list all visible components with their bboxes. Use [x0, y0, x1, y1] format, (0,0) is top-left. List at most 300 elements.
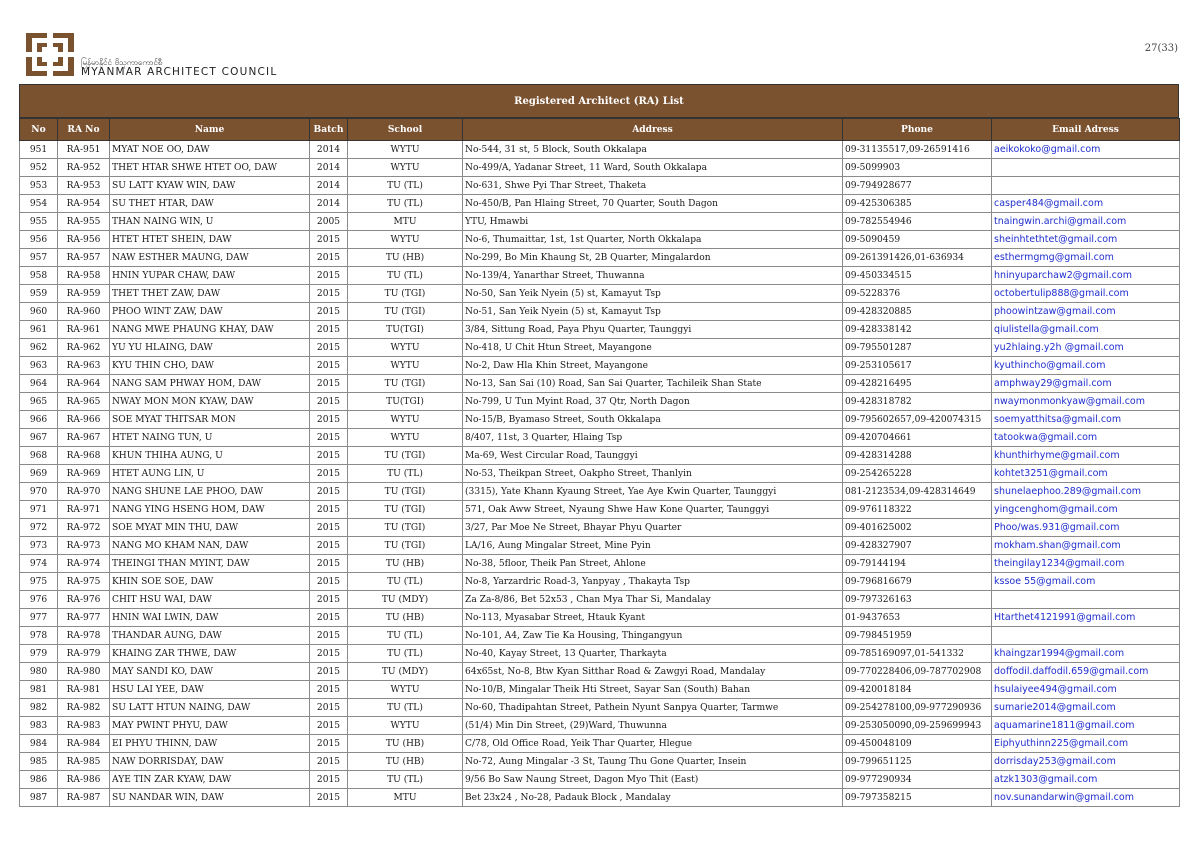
cell-no: 953 — [20, 177, 58, 195]
cell-batch: 2015 — [310, 735, 348, 753]
col-header-name: Name — [110, 119, 310, 141]
table-row — [20, 195, 1180, 213]
cell-name: HNIN YUPAR CHAW, DAW — [110, 267, 310, 285]
cell-batch: 2015 — [310, 519, 348, 537]
cell-email[interactable]: casper484@gmail.com — [992, 195, 1180, 213]
cell-phone: 09-261391426,01-636934 — [843, 249, 992, 267]
cell-no: 979 — [20, 645, 58, 663]
col-header-phone: Phone — [843, 119, 992, 141]
cell-phone: 09-428318782 — [843, 393, 992, 411]
cell-email[interactable]: nov.sunandarwin@gmail.com — [992, 789, 1180, 807]
cell-ra-no: RA-953 — [58, 177, 110, 195]
cell-address: No-10/B, Mingalar Theik Hti Street, Sayar San (South) Bahan — [463, 681, 843, 699]
cell-school: WYTU — [348, 339, 463, 357]
cell-email[interactable] — [992, 591, 1180, 609]
cell-batch: 2005 — [310, 213, 348, 231]
cell-no: 961 — [20, 321, 58, 339]
cell-batch: 2014 — [310, 141, 348, 159]
cell-school: WYTU — [348, 357, 463, 375]
cell-name: CHIT HSU WAI, DAW — [110, 591, 310, 609]
cell-email[interactable] — [992, 177, 1180, 195]
cell-email[interactable]: hninyuparchaw2@gmail.com — [992, 267, 1180, 285]
cell-no: 982 — [20, 699, 58, 717]
cell-batch: 2015 — [310, 537, 348, 555]
page-number: 27(33) — [1144, 43, 1178, 54]
cell-phone: 09-420704661 — [843, 429, 992, 447]
cell-no: 969 — [20, 465, 58, 483]
cell-name: KHIN SOE SOE, DAW — [110, 573, 310, 591]
cell-batch: 2015 — [310, 285, 348, 303]
col-header-ra-no: RA No — [58, 119, 110, 141]
cell-phone: 09-977290934 — [843, 771, 992, 789]
cell-phone: 09-796816679 — [843, 573, 992, 591]
table-row — [20, 465, 1180, 483]
cell-ra-no: RA-957 — [58, 249, 110, 267]
cell-address: No-38, 5floor, Theik Pan Street, Ahlone — [463, 555, 843, 573]
cell-email[interactable]: esthermgmg@gmail.com — [992, 249, 1180, 267]
cell-no: 974 — [20, 555, 58, 573]
cell-phone: 09-770228406,09-787702908 — [843, 663, 992, 681]
cell-name: KHAING ZAR THWE, DAW — [110, 645, 310, 663]
cell-batch: 2015 — [310, 411, 348, 429]
col-header-email: Email Adress — [992, 119, 1180, 141]
cell-name: NANG MO KHAM NAN, DAW — [110, 537, 310, 555]
council-logo-icon — [25, 32, 75, 77]
cell-email[interactable]: kohtet3251@gmail.com — [992, 465, 1180, 483]
cell-no: 965 — [20, 393, 58, 411]
cell-address: Ma-69, West Circular Road, Taunggyi — [463, 447, 843, 465]
table-row — [20, 393, 1180, 411]
cell-no: 986 — [20, 771, 58, 789]
cell-ra-no: RA-966 — [58, 411, 110, 429]
cell-phone: 01-9437653 — [843, 609, 992, 627]
cell-email[interactable]: tatookwa@gmail.com — [992, 429, 1180, 447]
cell-phone: 09-79144194 — [843, 555, 992, 573]
cell-school: TU (HB) — [348, 753, 463, 771]
cell-school: MTU — [348, 789, 463, 807]
col-header-school: School — [348, 119, 463, 141]
cell-no: 984 — [20, 735, 58, 753]
cell-school: WYTU — [348, 231, 463, 249]
cell-name: HNIN WAI LWIN, DAW — [110, 609, 310, 627]
cell-no: 978 — [20, 627, 58, 645]
cell-email[interactable]: sheinhtethtet@gmail.com — [992, 231, 1180, 249]
cell-no: 960 — [20, 303, 58, 321]
table-row — [20, 735, 1180, 753]
cell-email[interactable]: octobertulip888@gmail.com — [992, 285, 1180, 303]
table-row — [20, 411, 1180, 429]
cell-batch: 2015 — [310, 267, 348, 285]
cell-ra-no: RA-955 — [58, 213, 110, 231]
cell-name: AYE TIN ZAR KYAW, DAW — [110, 771, 310, 789]
cell-batch: 2015 — [310, 609, 348, 627]
cell-address: No-53, Theikpan Street, Oakpho Street, Thanlyin — [463, 465, 843, 483]
cell-ra-no: RA-987 — [58, 789, 110, 807]
cell-no: 964 — [20, 375, 58, 393]
cell-school: TU (HB) — [348, 735, 463, 753]
cell-email[interactable]: shunelaephoo.289@gmail.com — [992, 483, 1180, 501]
cell-phone: 09-795602657,09-420074315 — [843, 411, 992, 429]
cell-ra-no: RA-985 — [58, 753, 110, 771]
col-header-no: No — [20, 119, 58, 141]
cell-address: No-544, 31 st, 5 Block, South Okkalapa — [463, 141, 843, 159]
table-row — [20, 771, 1180, 789]
table-title: Registered Architect (RA) List — [19, 84, 1179, 118]
cell-school: TU (TGI) — [348, 501, 463, 519]
cell-address: No-60, Thadipahtan Street, Pathein Nyunt Sanpya Quarter, Tarmwe — [463, 699, 843, 717]
cell-batch: 2015 — [310, 339, 348, 357]
cell-email[interactable]: hsulaiyee494@gmail.com — [992, 681, 1180, 699]
cell-school: WYTU — [348, 681, 463, 699]
cell-phone: 09-797358215 — [843, 789, 992, 807]
table-row — [20, 177, 1180, 195]
cell-batch: 2015 — [310, 483, 348, 501]
cell-school: TU (TGI) — [348, 285, 463, 303]
cell-name: KYU THIN CHO, DAW — [110, 357, 310, 375]
table-header-row — [20, 119, 1180, 141]
cell-school: TU (TGI) — [348, 519, 463, 537]
table-row — [20, 339, 1180, 357]
cell-phone: 09-420018184 — [843, 681, 992, 699]
cell-email[interactable]: aquamarine1811@gmail.com — [992, 717, 1180, 735]
cell-ra-no: RA-970 — [58, 483, 110, 501]
cell-address: No-15/B, Byamaso Street, South Okkalapa — [463, 411, 843, 429]
cell-no: 971 — [20, 501, 58, 519]
cell-batch: 2014 — [310, 159, 348, 177]
cell-school: TU (TL) — [348, 465, 463, 483]
cell-batch: 2015 — [310, 681, 348, 699]
cell-school: TU(TGI) — [348, 321, 463, 339]
cell-name: SU THET HTAR, DAW — [110, 195, 310, 213]
cell-no: 968 — [20, 447, 58, 465]
cell-email[interactable]: kyuthincho@gmail.com — [992, 357, 1180, 375]
cell-ra-no: RA-974 — [58, 555, 110, 573]
cell-email[interactable]: amphway29@gmail.com — [992, 375, 1180, 393]
cell-no: 981 — [20, 681, 58, 699]
cell-ra-no: RA-967 — [58, 429, 110, 447]
cell-no: 976 — [20, 591, 58, 609]
cell-ra-no: RA-976 — [58, 591, 110, 609]
cell-name: SOE MYAT THITSAR MON — [110, 411, 310, 429]
cell-email[interactable]: Phoo/was.931@gmail.com — [992, 519, 1180, 537]
org-name-english: MYANMAR ARCHITECT COUNCIL — [81, 66, 278, 78]
table-row — [20, 555, 1180, 573]
cell-ra-no: RA-964 — [58, 375, 110, 393]
cell-email[interactable] — [992, 627, 1180, 645]
cell-no: 952 — [20, 159, 58, 177]
cell-batch: 2014 — [310, 195, 348, 213]
cell-school: WYTU — [348, 411, 463, 429]
cell-email[interactable]: sumarie2014@gmail.com — [992, 699, 1180, 717]
cell-batch: 2015 — [310, 501, 348, 519]
cell-ra-no: RA-968 — [58, 447, 110, 465]
cell-batch: 2015 — [310, 249, 348, 267]
cell-batch: 2015 — [310, 699, 348, 717]
cell-email[interactable]: nwaymonmonkyaw@gmail.com — [992, 393, 1180, 411]
cell-phone: 09-425306385 — [843, 195, 992, 213]
cell-phone: 09-254265228 — [843, 465, 992, 483]
cell-school: TU (TGI) — [348, 375, 463, 393]
cell-name: SU LATT HTUN NAING, DAW — [110, 699, 310, 717]
cell-batch: 2015 — [310, 321, 348, 339]
cell-school: TU (TGI) — [348, 483, 463, 501]
cell-ra-no: RA-986 — [58, 771, 110, 789]
cell-name: SU NANDAR WIN, DAW — [110, 789, 310, 807]
cell-no: 959 — [20, 285, 58, 303]
cell-school: TU (TL) — [348, 177, 463, 195]
cell-ra-no: RA-971 — [58, 501, 110, 519]
cell-ra-no: RA-951 — [58, 141, 110, 159]
cell-ra-no: RA-963 — [58, 357, 110, 375]
cell-name: SOE MYAT MIN THU, DAW — [110, 519, 310, 537]
cell-ra-no: RA-980 — [58, 663, 110, 681]
cell-email[interactable]: soemyatthitsa@gmail.com — [992, 411, 1180, 429]
ra-table — [19, 118, 1180, 807]
cell-ra-no: RA-983 — [58, 717, 110, 735]
cell-batch: 2015 — [310, 771, 348, 789]
cell-address: No-13, San Sai (10) Road, San Sai Quarter, Tachileik Shan State — [463, 375, 843, 393]
cell-ra-no: RA-984 — [58, 735, 110, 753]
cell-email[interactable]: tnaingwin.archi@gmail.com — [992, 213, 1180, 231]
cell-name: HSU LAI YEE, DAW — [110, 681, 310, 699]
cell-ra-no: RA-961 — [58, 321, 110, 339]
table-row — [20, 573, 1180, 591]
cell-school: TU (TGI) — [348, 537, 463, 555]
cell-batch: 2015 — [310, 303, 348, 321]
cell-school: TU (TGI) — [348, 447, 463, 465]
cell-ra-no: RA-956 — [58, 231, 110, 249]
cell-address: 3/27, Par Moe Ne Street, Bhayar Phyu Quarter — [463, 519, 843, 537]
cell-name: THEINGI THAN MYINT, DAW — [110, 555, 310, 573]
cell-no: 966 — [20, 411, 58, 429]
cell-address: No-299, Bo Min Khaung St, 2B Quarter, Mingalardon — [463, 249, 843, 267]
cell-batch: 2015 — [310, 447, 348, 465]
cell-email[interactable]: dorrisday253@gmail.com — [992, 753, 1180, 771]
cell-school: WYTU — [348, 141, 463, 159]
cell-phone: 09-794928677 — [843, 177, 992, 195]
cell-phone: 09-976118322 — [843, 501, 992, 519]
cell-name: THET HTAR SHWE HTET OO, DAW — [110, 159, 310, 177]
cell-school: TU (TL) — [348, 699, 463, 717]
cell-email[interactable]: theingilay1234@gmail.com — [992, 555, 1180, 573]
cell-school: TU (MDY) — [348, 663, 463, 681]
cell-email[interactable]: qiulistella@gmail.com — [992, 321, 1180, 339]
cell-batch: 2015 — [310, 393, 348, 411]
table-row — [20, 249, 1180, 267]
cell-phone: 09-797326163 — [843, 591, 992, 609]
table-row — [20, 681, 1180, 699]
cell-name: NWAY MON MON KYAW, DAW — [110, 393, 310, 411]
cell-address: 571, Oak Aww Street, Nyaung Shwe Haw Kone Quarter, Taunggyi — [463, 501, 843, 519]
cell-address: No-8, Yarzardric Road-3, Yanpyay , Thakayta Tsp — [463, 573, 843, 591]
cell-batch: 2015 — [310, 429, 348, 447]
cell-ra-no: RA-965 — [58, 393, 110, 411]
cell-batch: 2015 — [310, 555, 348, 573]
cell-ra-no: RA-960 — [58, 303, 110, 321]
cell-phone: 081-2123534,09-428314649 — [843, 483, 992, 501]
ra-list-sheet — [19, 84, 1179, 807]
cell-phone: 09-401625002 — [843, 519, 992, 537]
cell-address: No-418, U Chit Htun Street, Mayangone — [463, 339, 843, 357]
table-row — [20, 267, 1180, 285]
cell-phone: 09-253105617 — [843, 357, 992, 375]
cell-name: NANG MWE PHAUNG KHAY, DAW — [110, 321, 310, 339]
cell-address: 8/407, 11st, 3 Quarter, Hlaing Tsp — [463, 429, 843, 447]
cell-batch: 2015 — [310, 627, 348, 645]
cell-name: YU YU HLAING, DAW — [110, 339, 310, 357]
cell-school: WYTU — [348, 717, 463, 735]
cell-email[interactable]: yingcenghom@gmail.com — [992, 501, 1180, 519]
cell-address: (3315), Yate Khann Kyaung Street, Yae Aye Kwin Quarter, Taunggyi — [463, 483, 843, 501]
cell-school: WYTU — [348, 429, 463, 447]
cell-no: 967 — [20, 429, 58, 447]
cell-school: TU(TGI) — [348, 393, 463, 411]
cell-ra-no: RA-978 — [58, 627, 110, 645]
table-row — [20, 663, 1180, 681]
cell-school: TU (HB) — [348, 609, 463, 627]
cell-address: No-6, Thumaittar, 1st, 1st Quarter, North Okkalapa — [463, 231, 843, 249]
cell-ra-no: RA-982 — [58, 699, 110, 717]
cell-no: 987 — [20, 789, 58, 807]
cell-batch: 2015 — [310, 357, 348, 375]
cell-email[interactable]: khunthirhyme@gmail.com — [992, 447, 1180, 465]
table-row — [20, 159, 1180, 177]
cell-school: TU (TL) — [348, 573, 463, 591]
col-header-address: Address — [463, 119, 843, 141]
cell-no: 962 — [20, 339, 58, 357]
table-row — [20, 627, 1180, 645]
cell-email[interactable]: yu2hlaing.y2h @gmail.com — [992, 339, 1180, 357]
cell-phone: 09-253050090,09-259699943 — [843, 717, 992, 735]
cell-name: MYAT NOE OO, DAW — [110, 141, 310, 159]
table-row — [20, 609, 1180, 627]
cell-no: 970 — [20, 483, 58, 501]
cell-email[interactable]: aeikokoko@gmail.com — [992, 141, 1180, 159]
cell-address: YTU, Hmawbi — [463, 213, 843, 231]
cell-ra-no: RA-969 — [58, 465, 110, 483]
cell-school: WYTU — [348, 159, 463, 177]
cell-name: HTET AUNG LIN, U — [110, 465, 310, 483]
cell-address: No-799, U Tun Myint Road, 37 Qtr, North Dagon — [463, 393, 843, 411]
cell-name: THET THET ZAW, DAW — [110, 285, 310, 303]
cell-no: 983 — [20, 717, 58, 735]
cell-email[interactable] — [992, 159, 1180, 177]
cell-address: No-2, Daw Hla Khin Street, Mayangone — [463, 357, 843, 375]
cell-ra-no: RA-973 — [58, 537, 110, 555]
cell-name: MAY SANDI KO, DAW — [110, 663, 310, 681]
cell-address: No-631, Shwe Pyi Thar Street, Thaketa — [463, 177, 843, 195]
table-row — [20, 285, 1180, 303]
cell-ra-no: RA-979 — [58, 645, 110, 663]
cell-no: 980 — [20, 663, 58, 681]
table-row — [20, 789, 1180, 807]
cell-phone: 09-5228376 — [843, 285, 992, 303]
cell-school: MTU — [348, 213, 463, 231]
cell-email[interactable]: phoowintzaw@gmail.com — [992, 303, 1180, 321]
cell-phone: 09-5090459 — [843, 231, 992, 249]
cell-email[interactable]: doffodil.daffodil.659@gmail.com — [992, 663, 1180, 681]
cell-address: No-113, Myasabar Street, Htauk Kyant — [463, 609, 843, 627]
cell-address: No-72, Aung Mingalar -3 St, Taung Thu Gone Quarter, Insein — [463, 753, 843, 771]
table-row — [20, 447, 1180, 465]
cell-address: C/78, Old Office Road, Yeik Thar Quarter, Hlegue — [463, 735, 843, 753]
cell-ra-no: RA-958 — [58, 267, 110, 285]
cell-name: SU LATT KYAW WIN, DAW — [110, 177, 310, 195]
cell-phone: 09-428327907 — [843, 537, 992, 555]
cell-no: 963 — [20, 357, 58, 375]
cell-batch: 2014 — [310, 177, 348, 195]
cell-school: TU (HB) — [348, 249, 463, 267]
cell-ra-no: RA-977 — [58, 609, 110, 627]
cell-school: TU (MDY) — [348, 591, 463, 609]
cell-phone: 09-450334515 — [843, 267, 992, 285]
cell-address: LA/16, Aung Mingalar Street, Mine Pyin — [463, 537, 843, 555]
table-row — [20, 501, 1180, 519]
cell-email[interactable]: khaingzar1994@gmail.com — [992, 645, 1180, 663]
cell-phone: 09-5099903 — [843, 159, 992, 177]
cell-ra-no: RA-981 — [58, 681, 110, 699]
table-row — [20, 429, 1180, 447]
cell-address: No-139/4, Yanarthar Street, Thuwanna — [463, 267, 843, 285]
cell-no: 954 — [20, 195, 58, 213]
cell-no: 977 — [20, 609, 58, 627]
cell-address: Bet 23x24 , No-28, Padauk Block , Mandalay — [463, 789, 843, 807]
table-row — [20, 645, 1180, 663]
cell-address: No-101, A4, Zaw Tie Ka Housing, Thingangyun — [463, 627, 843, 645]
cell-ra-no: RA-952 — [58, 159, 110, 177]
cell-batch: 2015 — [310, 663, 348, 681]
cell-ra-no: RA-959 — [58, 285, 110, 303]
cell-no: 958 — [20, 267, 58, 285]
cell-address: Za Za-8/86, Bet 52x53 , Chan Mya Thar Si, Mandalay — [463, 591, 843, 609]
cell-name: THAN NAING WIN, U — [110, 213, 310, 231]
cell-email[interactable]: atzk1303@gmail.com — [992, 771, 1180, 789]
table-row — [20, 753, 1180, 771]
cell-school: TU (HB) — [348, 555, 463, 573]
cell-phone: 09-782554946 — [843, 213, 992, 231]
cell-no: 972 — [20, 519, 58, 537]
cell-email[interactable]: kssoe 55@gmail.com — [992, 573, 1180, 591]
table-row — [20, 141, 1180, 159]
cell-address: No-50, San Yeik Nyein (5) st, Kamayut Tsp — [463, 285, 843, 303]
table-row — [20, 321, 1180, 339]
cell-address: (51/4) Min Din Street, (29)Ward, Thuwunna — [463, 717, 843, 735]
cell-name: MAY PWINT PHYU, DAW — [110, 717, 310, 735]
cell-batch: 2015 — [310, 753, 348, 771]
cell-school: TU (TGI) — [348, 303, 463, 321]
cell-email[interactable]: Htarthet4121991@gmail.com — [992, 609, 1180, 627]
table-row — [20, 699, 1180, 717]
cell-batch: 2015 — [310, 645, 348, 663]
cell-phone: 09-795501287 — [843, 339, 992, 357]
cell-address: 9/56 Bo Saw Naung Street, Dagon Myo Thit (East) — [463, 771, 843, 789]
cell-name: KHUN THIHA AUNG, U — [110, 447, 310, 465]
cell-ra-no: RA-962 — [58, 339, 110, 357]
cell-email[interactable]: mokham.shan@gmail.com — [992, 537, 1180, 555]
cell-address: No-499/A, Yadanar Street, 11 Ward, South Okkalapa — [463, 159, 843, 177]
cell-batch: 2015 — [310, 717, 348, 735]
cell-batch: 2015 — [310, 231, 348, 249]
cell-name: NANG SHUNE LAE PHOO, DAW — [110, 483, 310, 501]
cell-ra-no: RA-975 — [58, 573, 110, 591]
cell-email[interactable]: Eiphyuthinn225@gmail.com — [992, 735, 1180, 753]
cell-address: 64x65st, No-8, Btw Kyan Sitthar Road & Zawgyi Road, Mandalay — [463, 663, 843, 681]
cell-no: 956 — [20, 231, 58, 249]
cell-name: PHOO WINT ZAW, DAW — [110, 303, 310, 321]
cell-name: EI PHYU THINN, DAW — [110, 735, 310, 753]
cell-no: 957 — [20, 249, 58, 267]
cell-phone: 09-254278100,09-977290936 — [843, 699, 992, 717]
